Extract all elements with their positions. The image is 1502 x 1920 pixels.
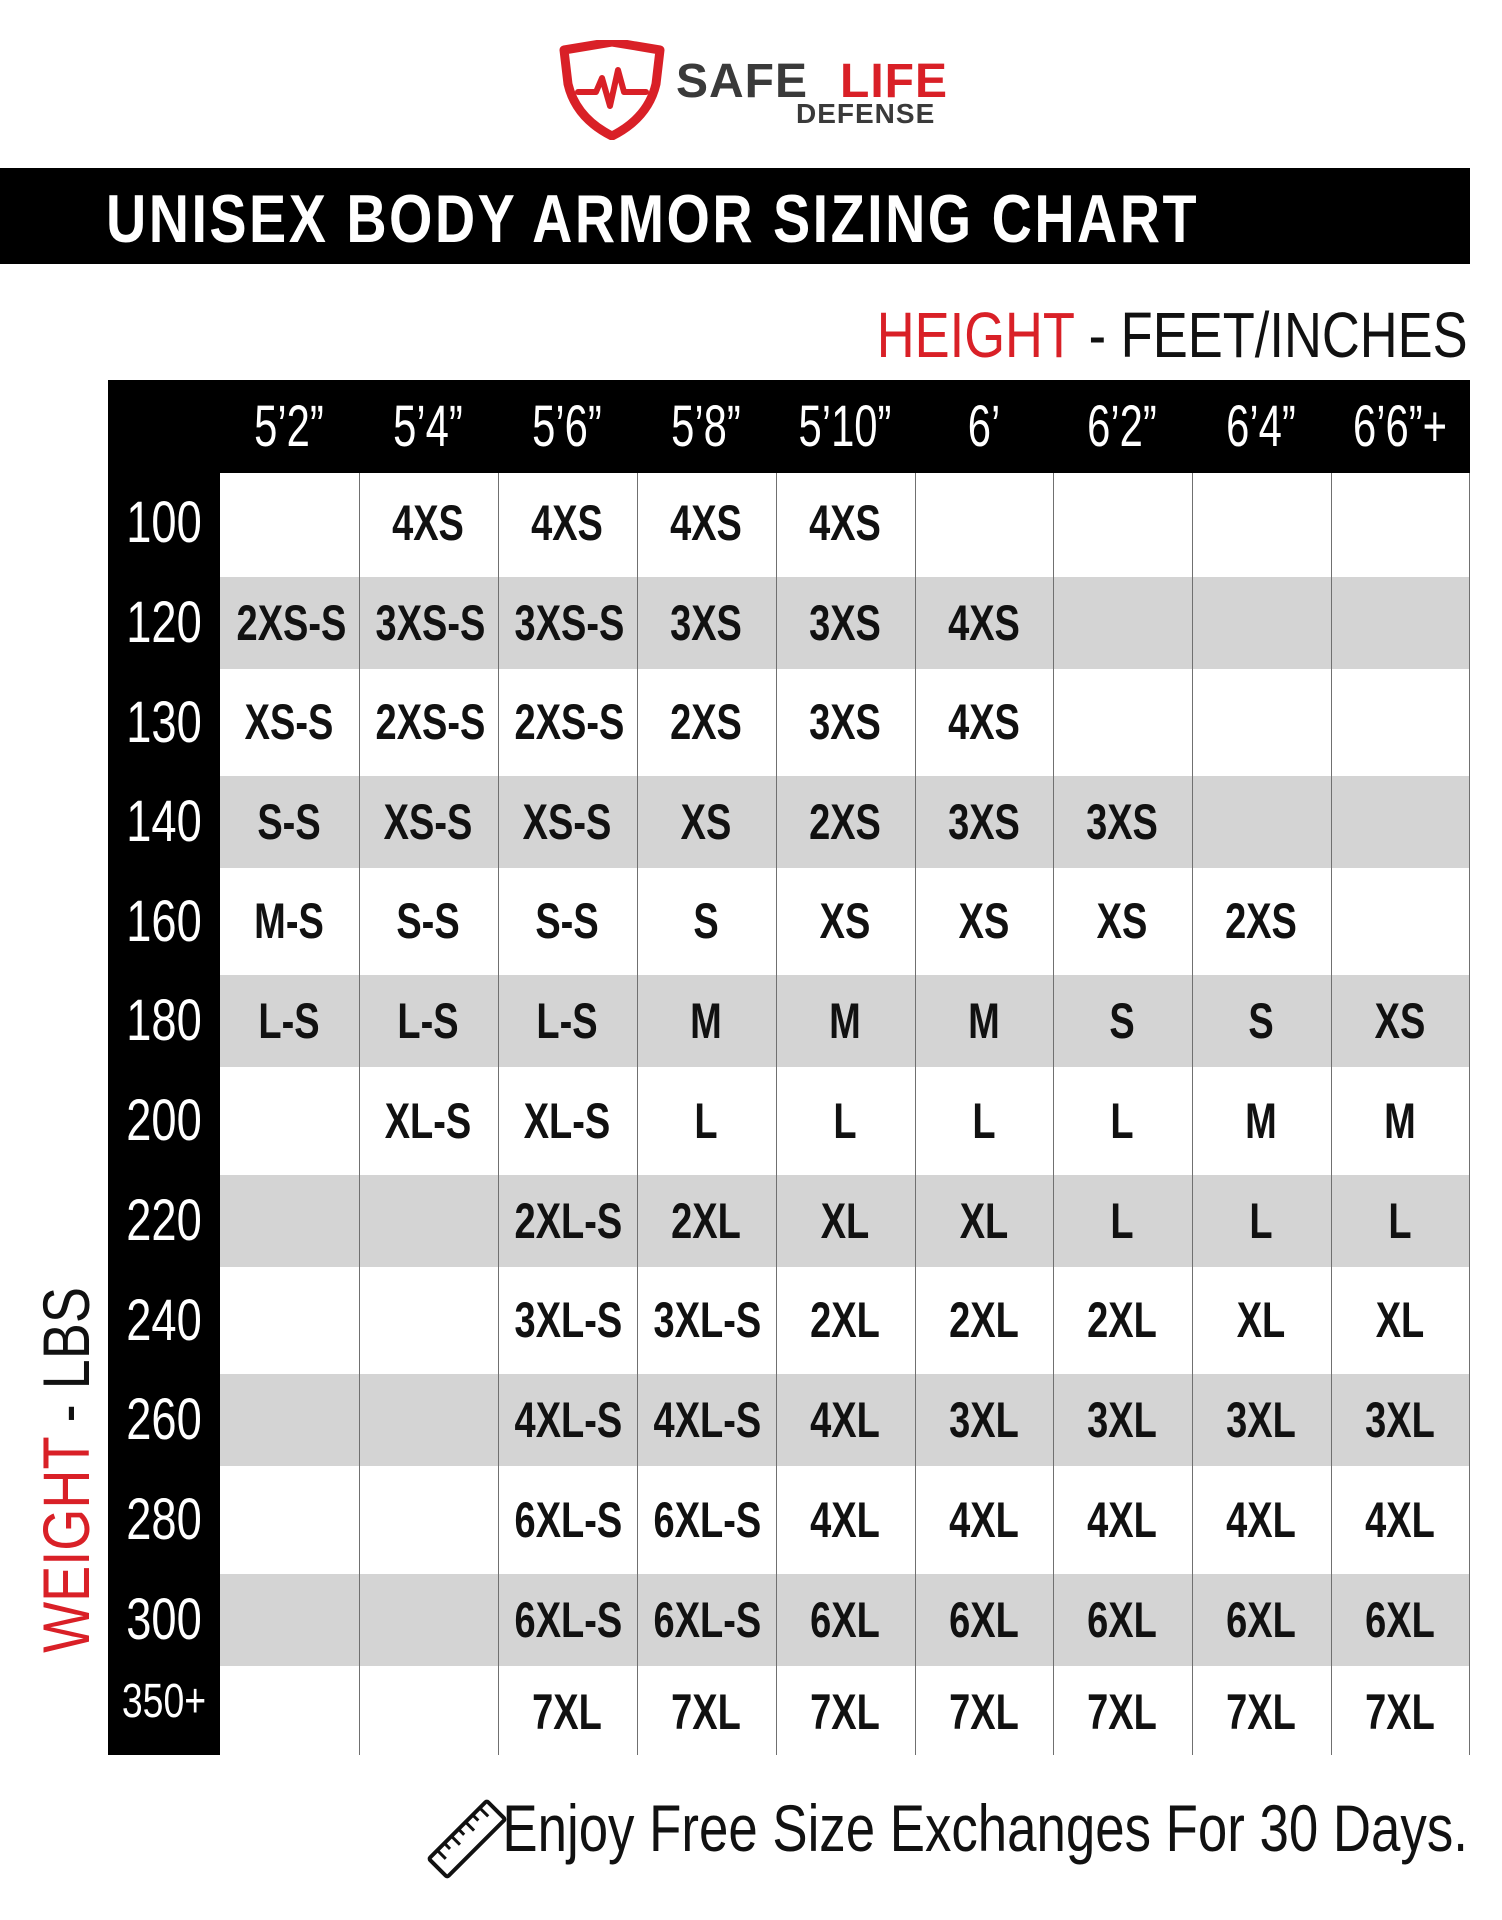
size-cell: 7XL bbox=[532, 1684, 602, 1740]
size-cell: XS bbox=[1096, 893, 1148, 949]
size-cell: 3XL bbox=[1087, 1392, 1157, 1448]
size-cell: L bbox=[833, 1093, 857, 1149]
size-cell: 3XS bbox=[809, 694, 881, 750]
size-cell bbox=[1348, 772, 1453, 872]
height-column-header: 6’2” bbox=[1087, 394, 1157, 459]
size-cell: 4XS bbox=[948, 694, 1020, 750]
size-cell: L bbox=[1110, 1193, 1134, 1249]
size-cell bbox=[237, 1271, 342, 1370]
size-cell: XL bbox=[1375, 1292, 1425, 1348]
size-cell: 3XS-S bbox=[514, 595, 625, 651]
size-cell bbox=[1209, 772, 1314, 872]
size-cell: 4XL bbox=[1365, 1492, 1435, 1548]
size-cell: M bbox=[1245, 1093, 1277, 1149]
size-cell bbox=[1209, 673, 1314, 772]
size-cell: 7XL bbox=[671, 1684, 741, 1740]
size-cell: S bbox=[1248, 993, 1274, 1049]
size-cell: 3XL bbox=[949, 1392, 1019, 1448]
size-cell: 2XL bbox=[810, 1292, 880, 1348]
size-cell: XL-S bbox=[384, 1093, 472, 1149]
size-cell: M bbox=[1384, 1093, 1416, 1149]
size-cell: L-S bbox=[397, 993, 459, 1049]
size-cell bbox=[237, 1670, 342, 1755]
size-cell bbox=[1348, 473, 1453, 573]
size-cell bbox=[237, 1071, 342, 1171]
size-cell: 3XS bbox=[809, 595, 881, 651]
size-cell bbox=[1348, 673, 1453, 772]
size-cell bbox=[237, 1171, 342, 1271]
size-cell: 6XL-S bbox=[653, 1592, 762, 1648]
size-cell: 7XL bbox=[810, 1684, 880, 1740]
size-cell: 2XL bbox=[671, 1193, 741, 1249]
size-cell: XS bbox=[958, 893, 1010, 949]
size-cell: 2XL-S bbox=[514, 1193, 623, 1249]
size-cell: 7XL bbox=[1365, 1684, 1435, 1740]
size-cell: XS bbox=[819, 893, 871, 949]
size-cell: 4XL bbox=[810, 1492, 880, 1548]
size-cell: XS bbox=[1374, 993, 1426, 1049]
size-cell bbox=[376, 1171, 481, 1271]
size-cell bbox=[237, 1370, 342, 1470]
size-cell: 7XL bbox=[1087, 1684, 1157, 1740]
size-cell: M bbox=[829, 993, 861, 1049]
height-column-header: 5’10” bbox=[798, 394, 892, 459]
size-cell: 7XL bbox=[1226, 1684, 1296, 1740]
size-cell: L-S bbox=[258, 993, 320, 1049]
size-cell bbox=[1348, 573, 1453, 673]
weight-row-header: 300 bbox=[126, 1587, 202, 1652]
table-column-divider bbox=[1053, 473, 1054, 1755]
size-cell: L bbox=[1249, 1193, 1273, 1249]
size-cell: S-S bbox=[396, 893, 460, 949]
height-axis-label bbox=[877, 298, 1468, 372]
size-cell: 3XL bbox=[1365, 1392, 1435, 1448]
brand-name-life: LIFE bbox=[840, 55, 948, 108]
size-cell bbox=[376, 1670, 481, 1755]
size-cell: L bbox=[1388, 1193, 1412, 1249]
size-cell: 4XL-S bbox=[514, 1392, 623, 1448]
weight-axis-label-rest: - LBS bbox=[29, 1287, 103, 1438]
table-column-divider bbox=[915, 473, 916, 1755]
size-cell bbox=[1209, 473, 1314, 573]
size-cell: 6XL-S bbox=[514, 1592, 623, 1648]
size-cell: XS-S bbox=[522, 794, 612, 850]
size-cell: 4XS bbox=[948, 595, 1020, 651]
weight-row-header: 240 bbox=[126, 1288, 202, 1353]
size-cell: L bbox=[1110, 1093, 1134, 1149]
size-cell: 4XL bbox=[810, 1392, 880, 1448]
height-column-header: 5’8” bbox=[671, 394, 741, 459]
size-cell: 3XS-S bbox=[375, 595, 486, 651]
size-cell bbox=[1070, 673, 1175, 772]
weight-row-header: 280 bbox=[126, 1487, 202, 1552]
size-cell bbox=[237, 1470, 342, 1570]
size-cell: M-S bbox=[254, 893, 324, 949]
size-cell: 2XS-S bbox=[236, 595, 347, 651]
size-cell: 7XL bbox=[949, 1684, 1019, 1740]
size-cell: 2XL bbox=[1087, 1292, 1157, 1348]
size-cell: M bbox=[690, 993, 722, 1049]
weight-row-header: 180 bbox=[126, 988, 202, 1053]
table-column-divider bbox=[498, 473, 499, 1755]
weight-row-header: 120 bbox=[126, 590, 202, 655]
size-cell: 4XS bbox=[670, 495, 742, 551]
height-column-header: 6’6”+ bbox=[1352, 394, 1448, 459]
size-cell: 2XS bbox=[670, 694, 742, 750]
size-cell bbox=[376, 1370, 481, 1470]
size-cell: XL bbox=[959, 1193, 1009, 1249]
weight-row-header: 140 bbox=[126, 789, 202, 854]
size-cell bbox=[237, 473, 342, 573]
size-cell: 6XL bbox=[810, 1592, 880, 1648]
size-cell bbox=[932, 473, 1037, 573]
size-cell: XS-S bbox=[244, 694, 334, 750]
size-cell: 3XL-S bbox=[653, 1292, 762, 1348]
weight-row-header: 220 bbox=[126, 1188, 202, 1253]
shield-heartbeat-icon bbox=[558, 40, 666, 140]
page-title: UNISEX BODY ARMOR SIZING CHART bbox=[106, 181, 1200, 257]
weight-axis-label-highlight: WEIGHT bbox=[29, 1437, 103, 1653]
weight-row-header: 350+ bbox=[121, 1675, 207, 1728]
brand-logo bbox=[558, 36, 978, 146]
weight-axis-label bbox=[28, 1287, 104, 1653]
height-axis-label-rest: - FEET/INCHES bbox=[1074, 299, 1468, 371]
height-column-header: 5’6” bbox=[532, 394, 602, 459]
height-axis-label-highlight: HEIGHT bbox=[877, 299, 1075, 371]
size-cell: 6XL bbox=[1226, 1592, 1296, 1648]
table-column-divider bbox=[637, 473, 638, 1755]
size-cell: S bbox=[693, 893, 719, 949]
table-column-divider bbox=[1331, 473, 1332, 1755]
table-column-divider bbox=[359, 473, 360, 1755]
size-cell: XL-S bbox=[523, 1093, 611, 1149]
size-cell: M bbox=[968, 993, 1000, 1049]
size-cell: 4XL-S bbox=[653, 1392, 762, 1448]
size-cell: 2XS bbox=[1225, 893, 1297, 949]
weight-row-header: 130 bbox=[126, 690, 202, 755]
weight-row-header: 260 bbox=[126, 1387, 202, 1452]
size-cell: 2XS-S bbox=[375, 694, 486, 750]
size-cell: 3XL-S bbox=[514, 1292, 623, 1348]
footer-note: Enjoy Free Size Exchanges For 30 Days. bbox=[502, 1791, 1468, 1865]
size-cell bbox=[376, 1271, 481, 1370]
size-cell: 4XL bbox=[1087, 1492, 1157, 1548]
size-cell: XL bbox=[820, 1193, 870, 1249]
size-cell: 6XL bbox=[949, 1592, 1019, 1648]
height-column-header: 6’ bbox=[967, 394, 1001, 459]
weight-row-header: 160 bbox=[126, 889, 202, 954]
size-cell: XS bbox=[680, 794, 732, 850]
height-column-header: 5’4” bbox=[393, 394, 463, 459]
height-column-header: 5’2” bbox=[254, 394, 324, 459]
size-cell: 4XS bbox=[809, 495, 881, 551]
size-cell: 4XS bbox=[392, 495, 464, 551]
size-cell: S-S bbox=[535, 893, 599, 949]
size-cell: S-S bbox=[257, 794, 321, 850]
brand-subtitle: DEFENSE bbox=[796, 98, 936, 129]
table-column-divider bbox=[1192, 473, 1193, 1755]
size-cell bbox=[1348, 872, 1453, 971]
size-cell: 3XS bbox=[948, 794, 1020, 850]
height-column-header: 6’4” bbox=[1226, 394, 1296, 459]
size-cell: 3XS bbox=[1086, 794, 1158, 850]
table-column-divider bbox=[776, 473, 777, 1755]
size-cell bbox=[1070, 573, 1175, 673]
size-cell: L-S bbox=[536, 993, 598, 1049]
size-cell bbox=[1209, 573, 1314, 673]
ruler-icon bbox=[424, 1796, 510, 1882]
size-cell: S bbox=[1109, 993, 1135, 1049]
size-cell: 2XS-S bbox=[514, 694, 625, 750]
size-cell: L bbox=[694, 1093, 718, 1149]
size-cell: 3XS bbox=[670, 595, 742, 651]
weight-row-header: 100 bbox=[126, 490, 202, 555]
size-cell bbox=[376, 1570, 481, 1670]
size-cell: 6XL-S bbox=[653, 1492, 762, 1548]
size-cell: 6XL bbox=[1087, 1592, 1157, 1648]
size-cell: 4XS bbox=[531, 495, 603, 551]
size-cell bbox=[376, 1470, 481, 1570]
size-cell: 3XL bbox=[1226, 1392, 1296, 1448]
title-banner bbox=[0, 168, 1470, 264]
table-column-divider bbox=[1469, 473, 1470, 1755]
brand-name-safe: SAFE bbox=[676, 55, 809, 108]
weight-row-header: 200 bbox=[126, 1088, 202, 1153]
size-cell: 6XL-S bbox=[514, 1492, 623, 1548]
size-cell: 4XL bbox=[1226, 1492, 1296, 1548]
size-cell bbox=[1070, 473, 1175, 573]
size-cell: L bbox=[972, 1093, 996, 1149]
size-cell bbox=[237, 1570, 342, 1670]
size-cell: XL bbox=[1236, 1292, 1286, 1348]
size-cell: XS-S bbox=[383, 794, 473, 850]
size-cell: 2XS bbox=[809, 794, 881, 850]
size-cell: 4XL bbox=[949, 1492, 1019, 1548]
size-cell: 6XL bbox=[1365, 1592, 1435, 1648]
size-cell: 2XL bbox=[949, 1292, 1019, 1348]
